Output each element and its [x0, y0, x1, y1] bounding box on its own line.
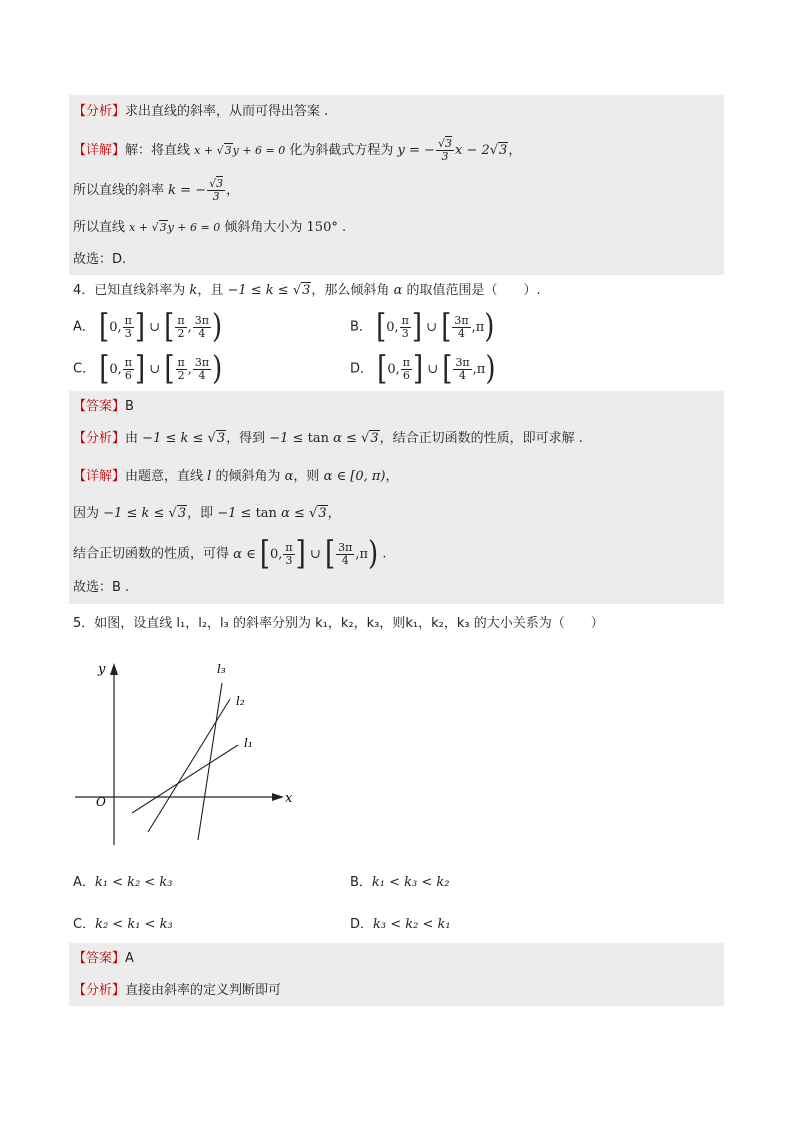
line-equation: x + √3y + 6 = 0 — [194, 144, 286, 157]
stem-mid: ，且 — [197, 283, 224, 298]
answer-value: A — [125, 951, 134, 966]
stem-post: 的取值范围是（ ）. — [406, 283, 541, 298]
analysis-tan: −1 ≤ tan α ≤ √3 — [269, 431, 379, 446]
q3-angle-line: 所以直线 x + √3y + 6 = 0 倾斜角大小为 150° . — [73, 220, 347, 235]
q4-stem — [73, 282, 541, 300]
option-label: D． — [350, 917, 374, 932]
q4-option-c[interactable] — [73, 350, 223, 388]
q4-option-b[interactable] — [350, 308, 495, 346]
q5-figure — [70, 655, 310, 855]
detail-mid: 化为斜截式方程为 — [289, 143, 394, 158]
detail-l: l — [207, 469, 212, 484]
option-value: k₂ < k₁ < k₃ — [95, 917, 173, 932]
slope-value: k = − $\frac{√3}{3}$ — [168, 177, 224, 203]
q5-option-a[interactable] — [73, 871, 173, 890]
stem-pre: 4．已知直线斜率为 — [73, 283, 186, 298]
q5-stem — [73, 615, 604, 633]
y-axis-arrow-icon — [110, 663, 118, 675]
option-value: k₁ < k₂ < k₃ — [94, 875, 173, 890]
q4-option-a[interactable] — [73, 308, 223, 346]
option-label: B． — [350, 875, 372, 890]
analysis-mid: ，得到 — [226, 431, 266, 446]
option-label: D． — [350, 361, 374, 377]
l3-label: l₃ — [217, 662, 226, 676]
analysis-post: ，结合正切函数的性质，即可求解 . — [379, 431, 583, 446]
q5-analysis-line — [73, 982, 281, 1000]
answer-value: B — [125, 399, 134, 414]
option-d-math: [0, $\frac{\pi}{6}$ ] ∪ [ $\frac{3\pi}{4}$ ,π) — [377, 350, 496, 388]
detail-tag: 【详解】 — [73, 469, 126, 484]
detail-set: α ∈ [0, π) — [323, 469, 386, 484]
option-value: k₃ < k₂ < k₁ — [373, 917, 451, 932]
combine-result: α ∈ [0, $\frac{\pi}{3}$ ] ∪ [ $\frac{3\pi}{4}$ ,π) — [233, 535, 379, 573]
option-label: B． — [350, 319, 372, 335]
option-label: C． — [73, 917, 96, 932]
because-pre: 因为 — [73, 506, 100, 521]
q3-detail-line: 【详解】解：将直线 x + √3y + 6 = 0 化为斜截式方程为 y = − $\frac{√3}{3}$ x − 2√3， — [73, 137, 522, 163]
l1-label: l₁ — [244, 736, 253, 750]
analysis-tag: 【分析】 — [73, 431, 126, 446]
stem-text: 5．如图，设直线 l₁，l₂，l₃ 的斜率分别为 k₁，k₂，k₃，则k₁，k₂，k₃ 的大小关系为（ ） — [73, 616, 604, 631]
option-b-math: [0, $\frac{\pi}{3}$ ] ∪ [ $\frac{3\pi}{4}$ ,π) — [376, 308, 495, 346]
q4-choose-line — [73, 579, 129, 597]
q3-analysis-line — [73, 103, 328, 121]
angle-value: 150° — [306, 220, 338, 235]
option-c-math: [0, $\frac{\pi}{6}$ ] ∪ [ $\frac{\pi}{2}$ , $\frac{3\pi}{4}$ ) — [99, 350, 223, 388]
answer-tag: 【答案】 — [73, 951, 126, 966]
detail-alpha: α — [284, 469, 294, 484]
because-mid: ，即 — [187, 506, 214, 521]
q4-answer-line — [73, 398, 134, 416]
angle-pre: 所以直线 — [73, 220, 126, 235]
analysis-tag: 【分析】 — [73, 104, 126, 119]
q5-answer-line — [73, 950, 134, 968]
q4-solution-band — [69, 391, 724, 604]
option-label: A． — [73, 875, 95, 890]
option-a-math: [0, $\frac{\pi}{3}$ ] ∪ [ $\frac{\pi}{2}$ , $\frac{3\pi}{4}$ ) — [99, 308, 223, 346]
slope-pre: 所以直线的斜率 — [73, 183, 165, 198]
l2-label: l₂ — [236, 694, 245, 708]
detail-pre: 由题意，直线 — [125, 469, 204, 484]
analysis-text: 直接由斜率的定义判断即可 — [125, 983, 282, 998]
stem-k: k — [189, 283, 198, 298]
option-label: C． — [73, 361, 96, 377]
analysis-text: 求出直线的斜率，从而可得出答案 . — [125, 104, 329, 119]
detail-tag: 【详解】 — [73, 143, 126, 158]
q4-detail-line: 【详解】由题意，直线 l 的倾斜角为 α，则 α ∈ [0, π)， — [73, 469, 399, 484]
q5-option-b[interactable] — [350, 871, 450, 890]
detail-mid: 的倾斜角为 — [215, 469, 281, 484]
option-label: A． — [73, 319, 95, 335]
y-axis-label: y — [98, 662, 106, 677]
angle-line-equation: x + √3y + 6 = 0 — [129, 221, 221, 234]
q4-option-d[interactable] — [350, 350, 496, 388]
because-range: −1 ≤ k ≤ √3 — [103, 506, 187, 521]
q4-analysis-line — [73, 430, 583, 448]
q4-because-line: 因为 −1 ≤ k ≤ √3，即 −1 ≤ tan α ≤ √3， — [73, 506, 341, 521]
analysis-pre: 由 — [125, 431, 139, 446]
line-l1 — [132, 745, 238, 813]
q3-choose-line — [73, 251, 126, 269]
choose-text: 故选：D. — [73, 252, 127, 267]
stem-mid2: ，那么倾斜角 — [311, 283, 390, 298]
q4-combine-line: 结合正切函数的性质，可得 α ∈ [0, $\frac{\pi}{3}$ ] ∪ [ $\frac{3\pi}{4}$ ,π) . — [73, 535, 387, 573]
detail-pre: 解：将直线 — [125, 143, 191, 158]
analysis-tag: 【分析】 — [73, 983, 126, 998]
choose-text: 故选：B . — [73, 580, 130, 595]
because-tan: −1 ≤ tan α ≤ √3 — [217, 506, 327, 521]
q5-option-d[interactable] — [350, 913, 451, 932]
detail-mid2: ，则 — [293, 469, 320, 484]
analysis-range: −1 ≤ k ≤ √3 — [142, 431, 226, 446]
q3-slope-line: 所以直线的斜率 k = − $\frac{√3}{3}$ ， — [73, 177, 240, 203]
combine-pre: 结合正切函数的性质，可得 — [73, 546, 230, 562]
x-axis-label: x — [285, 791, 293, 806]
stem-alpha: α — [393, 283, 403, 298]
line-l2 — [148, 699, 230, 832]
x-axis-arrow-icon — [272, 793, 284, 801]
origin-label: O — [96, 795, 106, 809]
option-value: k₁ < k₃ < k₂ — [371, 875, 450, 890]
angle-mid: 倾斜角大小为 — [224, 220, 303, 235]
stem-range: −1 ≤ k ≤ √3 — [227, 283, 311, 298]
line-l3 — [198, 683, 222, 840]
slope-intercept-equation: y = − $\frac{√3}{3}$ x − 2√3 — [397, 137, 508, 163]
q5-option-c[interactable] — [73, 913, 173, 932]
answer-tag: 【答案】 — [73, 399, 126, 414]
